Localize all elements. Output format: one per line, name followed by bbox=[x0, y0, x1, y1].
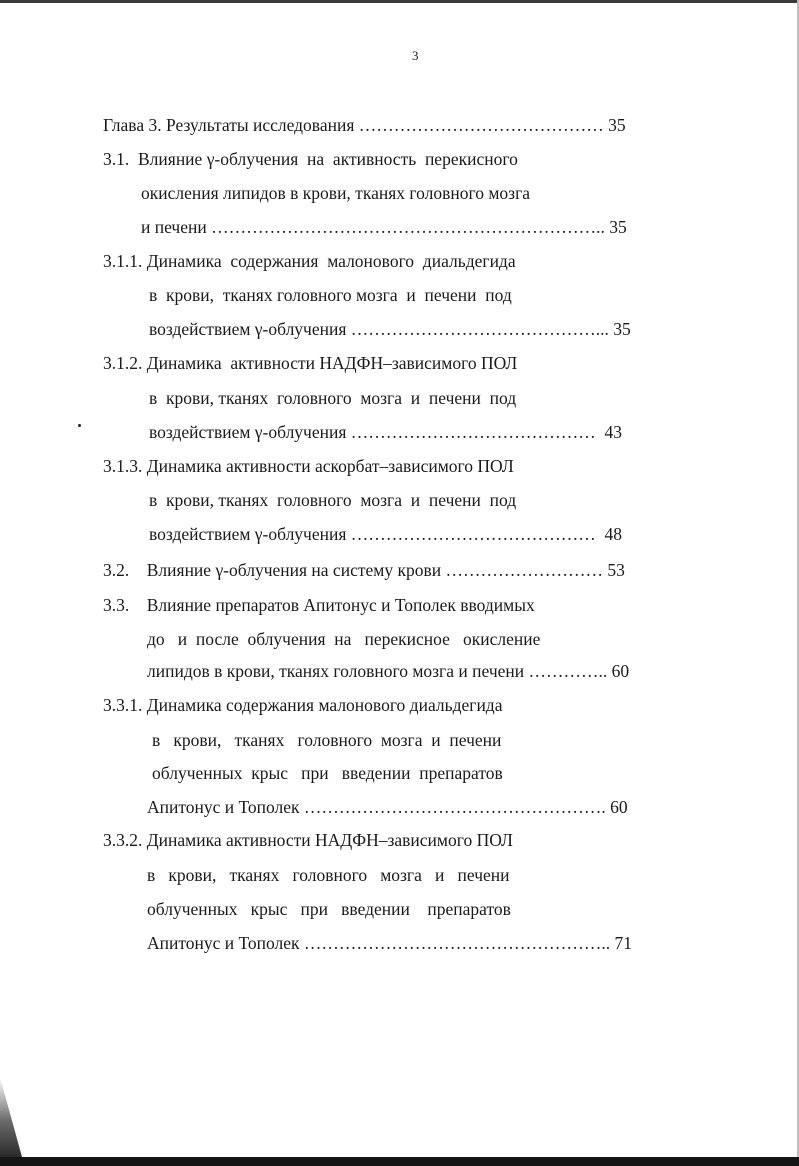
scan-top-border bbox=[0, 0, 799, 3]
toc-entry-3-1-3-continuation: в крови, тканях головного мозга и печени под bbox=[149, 490, 517, 510]
toc-entry-3-3-continuation: до и после облучения на перекисное окисление bbox=[147, 629, 541, 649]
toc-entry-3-1-1-continuation: в крови, тканях головного мозга и печени под bbox=[149, 285, 512, 305]
toc-entry-3-3-1-continuation-2: облученных крыс при введении препаратов bbox=[152, 763, 503, 783]
scan-edge-shadow bbox=[0, 1077, 22, 1157]
toc-entry-3-1-continuation: окисления липидов в крови, тканях головного мозга bbox=[141, 183, 531, 203]
toc-entry-3-3-2-continuation-1: в крови, тканях головного мозга и печени bbox=[147, 865, 510, 885]
toc-entry-3-3-page-line: липидов в крови, тканях головного мозга и печени ………….. 60 bbox=[147, 661, 630, 681]
toc-entry-3-3: 3.3. Влияние препаратов Апитонус и Тополек вводимых bbox=[103, 595, 535, 615]
toc-entry-3-1-page-line: и печени ………………………………………………………….. 35 bbox=[141, 217, 627, 237]
toc-entry-3-1: 3.1. Влияние γ-облучения на активность перекисного bbox=[103, 149, 518, 169]
toc-entry-3-1-3-page-line: воздействием γ-облучения …………………………………… 48 bbox=[149, 524, 623, 544]
toc-entry-3-1-2-continuation: в крови, тканях головного мозга и печени под bbox=[149, 388, 517, 408]
scan-bottom-border bbox=[0, 1157, 799, 1166]
toc-entry-3-3-1: 3.3.1. Динамика содержания малонового диальдегида bbox=[103, 695, 503, 715]
page-number: 3 bbox=[412, 48, 419, 63]
toc-entry-3-3-1-page-line: Апитонус и Тополек ……………………………………………. 60 bbox=[147, 797, 628, 817]
toc-entry-3-3-2: 3.3.2. Динамика активности НАДФН–зависимого ПОЛ bbox=[103, 830, 513, 850]
toc-entry-3-3-2-continuation-2: облученных крыс при введении препаратов bbox=[147, 899, 511, 919]
toc-entry-3-2: 3.2. Влияние γ-облучения на систему крови ……………………… 53 bbox=[103, 560, 625, 580]
toc-entry-3-1-2-page-line: воздействием γ-облучения …………………………………… 43 bbox=[149, 422, 623, 442]
toc-entry-3-1-3: 3.1.3. Динамика активности аскорбат–зависимого ПОЛ bbox=[103, 456, 514, 476]
scan-speck bbox=[78, 424, 81, 427]
toc-entry-3-3-2-page-line: Апитонус и Тополек …………………………………………….. 71 bbox=[147, 933, 633, 953]
toc-entry-3-3-1-continuation-1: в крови, тканях головного мозга и печени bbox=[152, 730, 502, 750]
toc-entry-3-1-1-page-line: воздействием γ-облучения ……………………………………... 35 bbox=[149, 319, 631, 339]
toc-entry-3-1-2: 3.1.2. Динамика активности НАДФН–зависимого ПОЛ bbox=[103, 353, 518, 373]
toc-entry-chapter-3: Глава 3. Результаты исследования …………………………………… 35 bbox=[103, 115, 626, 135]
toc-entry-3-1-1: 3.1.1. Динамика содержания малонового диальдегида bbox=[103, 251, 516, 271]
